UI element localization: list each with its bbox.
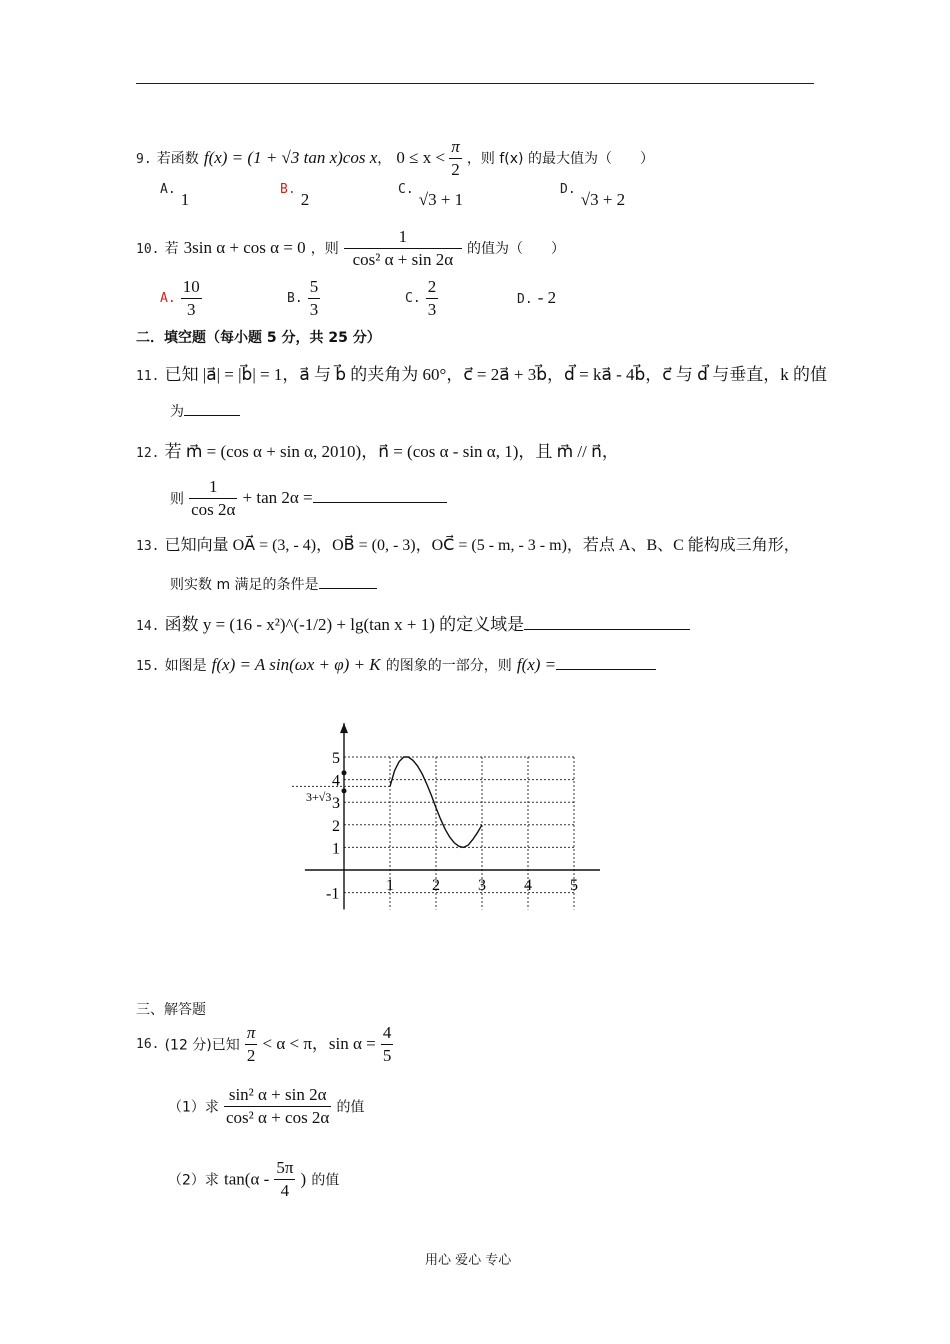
q15-answer-blank[interactable] [556, 668, 656, 670]
q13-answer-blank[interactable] [319, 587, 377, 589]
question-9: 9. 若函数 f(x) = (1 + √3 tan x)cos x， 0 ≤ x < $\frac{\pi}{2}$ ，则 f(x) 的最大值为（ ） [136, 137, 654, 179]
q10-number: 10. [136, 242, 160, 257]
q10-option-a: A. $\frac{10}{3}$ [160, 277, 200, 319]
section-2-heading: 二．填空题（每小题 5 分，共 25 分） [136, 330, 381, 346]
q9-condition-fraction: $\frac{\pi}{2}$ [451, 137, 460, 179]
q9-condition: 0 ≤ x < [396, 148, 450, 167]
q13-line1: 已知向量 OA⃗ = (3, - 4)，OB⃗ = (0, - 3)，OC⃗ = (5 - m, - 3 - m)，若点 A、B、C 能构成三角形， [164, 537, 800, 554]
question-13: 13. 已知向量 OA⃗ = (3, - 4)，OB⃗ = (0, - 3)，OC⃗ = (5 - m, - 3 - m)，若点 A、B、C 能构成三角形， [136, 537, 800, 554]
y-axis-arrow [340, 723, 348, 733]
annotation-label: 3+√3 [306, 789, 332, 804]
q16-part1: （1）求 $\frac{\text{sin² α + sin 2α}}{\text{cos² α + cos 2α}}$ 的值 [168, 1085, 365, 1127]
q11-answer-blank[interactable] [184, 414, 240, 416]
q9-stem-post: ，则 f(x) 的最大值为（ ） [466, 151, 654, 167]
q10-option-d: D. - 2 [517, 288, 557, 307]
y-axis-point [342, 770, 347, 775]
q10-option-b: B. $\frac{5}{3}$ [287, 277, 319, 319]
x-tick-label-4: 4 [524, 877, 532, 894]
x-tick-label-3: 3 [478, 877, 486, 894]
q16-part2: （2）求 tan(α - $\frac{5\pi}{4}$ ) 的值 [168, 1158, 340, 1200]
q9-function: f(x) = (1 + √3 tan x)cos x [203, 148, 378, 167]
q9-number: 9. [136, 152, 152, 167]
q12-line2: 则 $\frac{1}{\cos 2\alpha}$ + tan 2α = [170, 476, 447, 521]
y-tick-label-3: 3 [332, 795, 340, 813]
y-tick-label--1: -1 [326, 885, 340, 903]
section-3-heading: 三、解答题 [136, 1002, 206, 1018]
q9-option-a: A. 1 [160, 182, 190, 209]
question-12: 12. 若 m⃗ = (cos α + sin α, 2010)，n⃗ = (cos α - sin α, 1)，且 m⃗ // n⃗， [136, 442, 619, 461]
question-15: 15. 如图是 f(x) = A sin(ωx + φ) + K 的图象的一部分，则 f(x) = [136, 655, 656, 675]
y-tick-label-2: 2 [332, 817, 340, 835]
question-10: 10. 若 3sin α + cos α = 0 ，则 $\frac{1}{\text{cos² α + sin 2α}}$ 的值为（ ） [136, 227, 565, 269]
q14-text: 函数 y = (16 - x²)^(-1/2) + lg(tan x + 1) 的定义域是 [164, 615, 525, 634]
q14-answer-blank[interactable] [524, 628, 690, 630]
q9-stem-pre: 若函数 [156, 151, 199, 167]
y-tick-label-4: 4 [332, 772, 340, 790]
q12-answer-blank[interactable] [313, 501, 447, 503]
chart-ticks [306, 750, 578, 903]
q12-line1: 若 m⃗ = (cos α + sin α, 2010)，n⃗ = (cos α - sin α, 1)，且 m⃗ // n⃗， [164, 442, 619, 461]
q9-option-b: B. 2 [280, 182, 310, 209]
q11-line1: 已知 |a⃗| = |b⃗| = 1，a⃗ 与 b⃗ 的夹角为 60°，c⃗ = 2a⃗ + 3b⃗，d⃗ = ka⃗ - 4b⃗，c⃗ 与 d⃗ 与垂直，k 的值 [164, 365, 827, 384]
q10-fraction: $\frac{1}{\text{cos² α + sin 2α}}$ [344, 226, 462, 271]
header-rule [136, 83, 814, 84]
q13-line2: 则实数 m 满足的条件是 [170, 574, 377, 594]
q11-line2: 为 [170, 401, 240, 421]
page-footer: 用心 爱心 专心 [425, 1253, 512, 1268]
q10-option-c: C. $\frac{2}{3}$ [405, 277, 437, 319]
y-tick-label-1: 1 [332, 840, 340, 858]
y-tick-label-5: 5 [332, 750, 340, 767]
x-tick-label-5: 5 [570, 877, 578, 894]
x-tick-label-1: 1 [386, 877, 394, 894]
q15-formula: f(x) = A sin(ωx + φ) + K [211, 655, 381, 674]
chart-grid [344, 757, 574, 910]
q9-option-d: D. √3 + 2 [560, 182, 626, 209]
question-16: 16. (12 分)已知 $\frac{\pi}{2}$ < α < π，sin α = $\frac{4}{5}$ [136, 1023, 392, 1065]
q15-graph [290, 712, 600, 918]
question-11: 11. 已知 |a⃗| = |b⃗| = 1，a⃗ 与 b⃗ 的夹角为 60°，c⃗ = 2a⃗ + 3b⃗，d⃗ = ka⃗ - 4b⃗，c⃗ 与 d⃗ 与垂直，k 的值 [136, 365, 827, 384]
x-tick-label-2: 2 [432, 877, 440, 894]
question-14: 14. 函数 y = (16 - x²)^(-1/2) + lg(tan x + 1) 的定义域是 [136, 610, 690, 635]
y-axis-point [342, 788, 347, 793]
q9-option-c: C. √3 + 1 [398, 182, 464, 209]
q10-condition: 3sin α + cos α = 0 [183, 238, 306, 257]
